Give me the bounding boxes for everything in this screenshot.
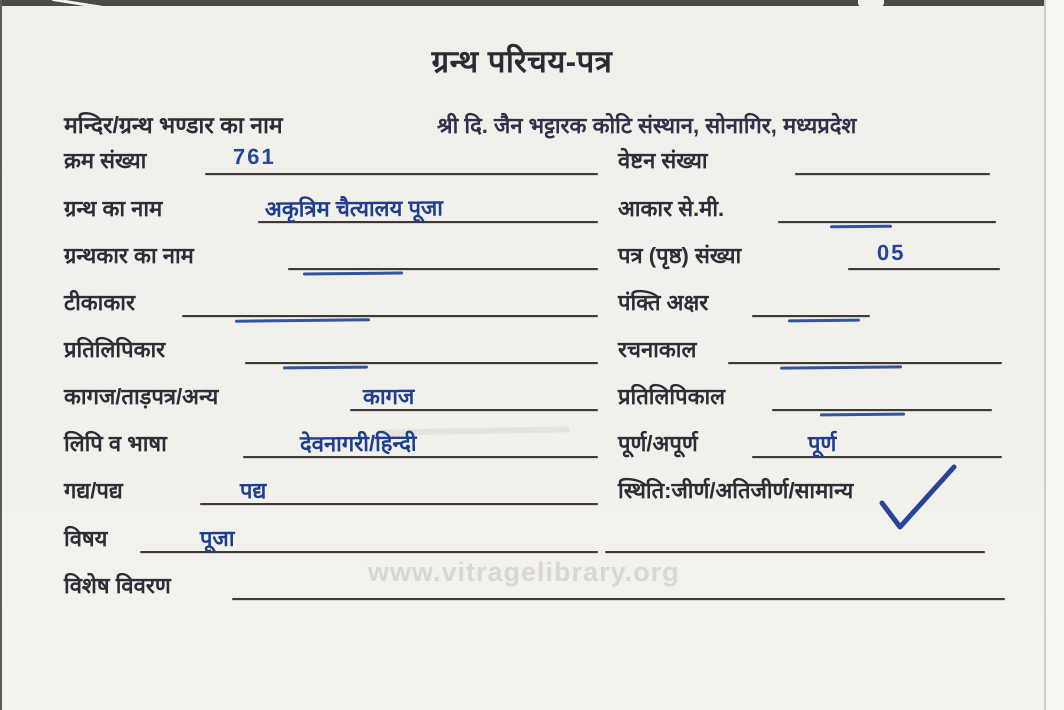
field-row-size-cm: [0, 193, 1064, 233]
field-label: प्रतिलिपिकाल: [618, 384, 726, 409]
ruled-line: [752, 315, 870, 317]
field-row-page-count: [0, 240, 1064, 280]
field-label: क्रम संख्या: [64, 148, 147, 173]
watermark: www.vitragelibrary.org: [368, 557, 680, 587]
blank-dash-mark: [788, 319, 860, 323]
field-label: विशेष विवरण: [64, 573, 171, 598]
handwritten-value: देवनागरी/हिन्दी: [299, 430, 417, 457]
field-label: लिपि व भाषा: [64, 431, 167, 456]
field-label: कागज/ताड़पत्र/अन्य: [64, 384, 219, 409]
field-label: आकार से.मी.: [618, 196, 725, 221]
field-label: पंक्ति अक्षर: [618, 290, 709, 315]
field-label: रचनाकाल: [618, 337, 697, 362]
field-row-lines-letters: [0, 287, 1064, 327]
handwritten-value: 05: [876, 239, 906, 266]
field-row-bundle-number: [0, 145, 1064, 185]
repository-name-label: मन्दिर/ग्रन्थ भण्डार का नाम: [64, 112, 283, 138]
handwritten-value: कागज: [362, 383, 415, 410]
blank-dash-mark: [820, 413, 905, 417]
handwritten-value: पूजा: [199, 525, 235, 552]
field-label: गद्य/पद्य: [64, 478, 123, 503]
field-label: विषय: [64, 526, 108, 551]
ruled-line: [795, 173, 990, 175]
field-label: स्थिति:जीर्ण/अतिजीर्ण/सामान्य: [618, 478, 854, 503]
ruled-line: [605, 551, 985, 553]
handwritten-value: अकृत्रिम चैत्यालय पूजा: [264, 195, 444, 222]
ruled-line: [848, 268, 1000, 270]
ruled-line: [232, 598, 1005, 600]
ruled-line: [778, 221, 996, 223]
ruled-line: [728, 362, 1002, 364]
blank-dash-mark: [780, 365, 902, 369]
field-label: वेष्टन संख्या: [618, 148, 708, 173]
handwritten-value: पूर्ण: [807, 430, 837, 457]
field-row-composition-date: [0, 334, 1064, 374]
repository-name-value: श्री दि. जैन भट्टारक कोटि संस्थान, सोनागिर, मध्यप्रदेश: [437, 113, 857, 138]
handwritten-value: पद्य: [239, 477, 267, 504]
field-label: ग्रन्थकार का नाम: [64, 243, 194, 268]
field-label: प्रतिलिपिकार: [64, 337, 166, 362]
field-label: ग्रन्थ का नाम: [64, 196, 163, 221]
scan-top-edge: [0, 0, 1064, 6]
blank-dash-mark: [830, 225, 892, 229]
ruled-line: [772, 409, 992, 411]
field-row-condition: [0, 475, 1064, 515]
ruled-line: [752, 456, 1002, 458]
field-label: टीकाकार: [64, 290, 135, 315]
handwritten-value: 761: [232, 143, 276, 170]
page-title: ग्रन्थ परिचय-पत्र: [431, 44, 613, 79]
scan-top-edge-notch: [858, 0, 884, 7]
field-label: पत्र (पृष्ठ) संख्या: [618, 243, 742, 268]
field-label: पूर्ण/अपूर्ण: [618, 431, 698, 456]
field-row-copy-date: [0, 381, 1064, 421]
